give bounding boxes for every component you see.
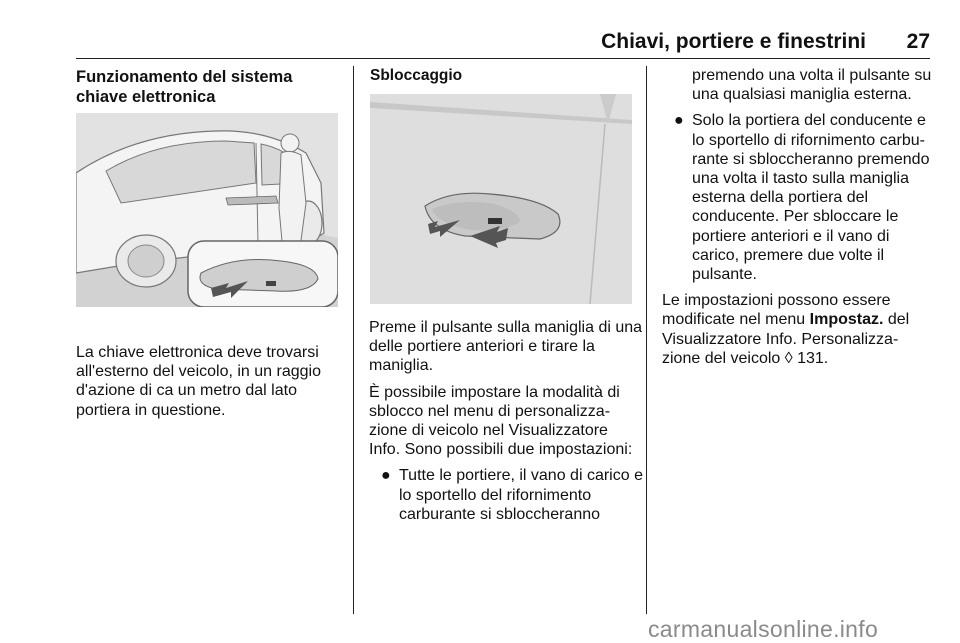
site-watermark: carmanualsonline.info: [648, 616, 879, 642]
menu-name: Impostaz.: [809, 311, 884, 329]
bullet-item-all-doors: [369, 466, 643, 524]
page-reference-icon: ◊: [784, 349, 793, 367]
bullet-icon: ●: [381, 467, 391, 485]
middle-column-text: [369, 318, 643, 524]
door-handle-illustration: [370, 94, 632, 304]
bullet-continuation: premendo una volta il pulsante su una qualsiasi maniglia esterna.: [692, 67, 932, 104]
bullet-text: Solo la portiera del conducente e lo sportello di rifornimento carbu-rante si sbloccheranno premendo una volta il tasto sulla maniglia esterna della portiera del conducente. Per sbloccare le portiere anteriori e il vano di carico, premere due volte il pulsante.: [692, 112, 930, 284]
body-paragraph: La chiave elettronica deve trovarsi all'esterno del veicolo, in un raggio d'azione di ca un metro dal lato portiera in questione.: [76, 344, 321, 419]
bullet-item-driver-door: [662, 111, 934, 284]
right-column-text: [662, 66, 934, 375]
bullet-text: Tutte le portiere, il vano di carico e lo sportello del rifornimento carburante si sbloccheranno: [399, 467, 643, 523]
page-reference: 131.: [792, 349, 829, 367]
settings-paragraph: È possibile impostare la modalità di sblocco nel menu di personalizza-zione di veicolo nel Visualizzatore Info. Sono possibili due impostazioni:: [369, 383, 633, 459]
car-illustration: [76, 113, 338, 307]
chapter-title: Chiavi, portiere e finestrini: [601, 30, 866, 53]
bullet-icon: ●: [674, 112, 684, 130]
subsection-heading: Sbloccaggio: [370, 67, 463, 84]
instruction-paragraph: Preme il pulsante sulla maniglia di una delle portiere anteriori e tirare la maniglia.: [369, 319, 643, 375]
column-separator-right: [646, 66, 647, 614]
page-number: 27: [906, 30, 930, 53]
header-rule: [76, 58, 930, 59]
section-heading: Funzionamento del sistema chiave elettronica: [76, 68, 293, 106]
column-separator-left: [353, 66, 354, 614]
settings-menu-paragraph: Le impostazioni possono essere modificate nel menu Impostaz. del Visualizzatore Info. Personalizza-zione del veicolo ◊ 131.: [662, 292, 910, 367]
